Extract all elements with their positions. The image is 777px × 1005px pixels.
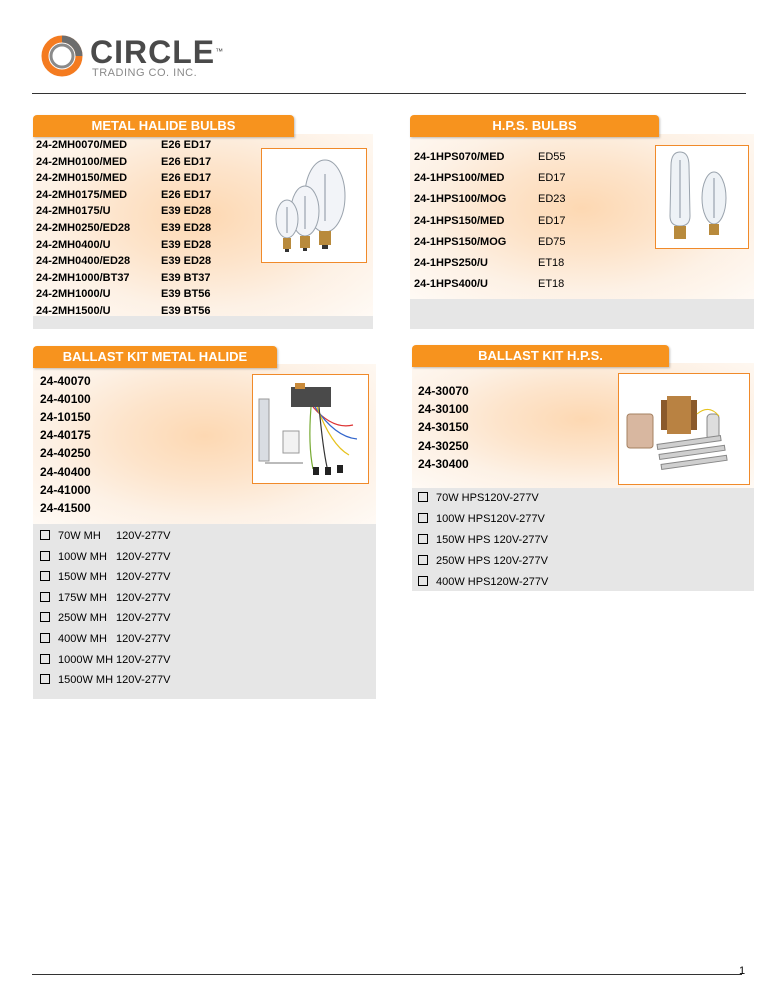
checkbox-icon — [418, 576, 428, 586]
hps-row — [414, 215, 594, 229]
bulb-base: ED23 — [538, 193, 566, 206]
bulb-base: ET18 — [538, 278, 565, 291]
bulb-code: 24-2MH0400/ED28 — [36, 255, 131, 268]
checkbox-icon — [418, 534, 428, 544]
ballast-hps-code: 24-30400 — [418, 456, 469, 471]
bulb-base: E26 ED17 — [161, 188, 212, 201]
circle-logo-icon — [40, 34, 84, 78]
spec-voltage: 120V-277V — [116, 530, 171, 542]
spec-wattage: 1000W MH — [58, 653, 114, 666]
spec-voltage: 120V-277V — [116, 653, 171, 666]
spec-voltage: 120V-277V — [116, 591, 171, 604]
ballast-mh-code: 24-10150 — [40, 410, 91, 425]
bulb-base: ED17 — [538, 172, 566, 185]
spec-voltage: 120V-277V — [116, 612, 171, 625]
checkbox-icon — [418, 513, 428, 523]
logo-subtitle: TRADING CO. INC. — [92, 67, 198, 79]
checkbox-icon — [40, 571, 50, 581]
checkbox-icon — [40, 612, 50, 622]
metal-halide-title: METAL HALIDE BULBS — [33, 115, 294, 137]
ballast-mh-code: 24-40175 — [40, 428, 91, 443]
bulb-base: E26 ED17 — [161, 155, 212, 168]
hps-bulbs-image — [655, 145, 749, 249]
bulb-code: 24-1HPS070/MED — [414, 151, 505, 163]
bulb-base: ET18 — [538, 257, 565, 269]
hps-row — [414, 278, 594, 292]
bulb-base: ED55 — [538, 151, 566, 163]
bulb-base: E39 BT56 — [161, 288, 211, 301]
ballast-icon — [253, 375, 368, 483]
bulb-code: 24-2MH1500/U — [36, 305, 111, 317]
metal-halide-row — [36, 288, 256, 302]
bulb-icon — [656, 146, 748, 248]
bulb-base: E26 ED17 — [161, 139, 212, 151]
header-rule — [32, 93, 746, 94]
bulb-code: 24-1HPS150/MOG — [414, 235, 507, 248]
metal-halide-row — [36, 139, 256, 153]
spec-text: 100W HPS120V-277V — [436, 513, 545, 525]
metal-halide-row — [36, 172, 256, 186]
bulb-code: 24-2MH0100/MED — [36, 155, 128, 168]
ballast-mh-spec — [40, 571, 240, 583]
ballast-hps-kit-image — [618, 373, 750, 485]
page-number: 1 — [739, 965, 746, 977]
spec-wattage: 100W MH — [58, 550, 107, 563]
bulb-base: E39 BT56 — [161, 305, 211, 317]
ballast-mh-code: 24-40250 — [40, 446, 91, 461]
hps-row — [414, 172, 594, 186]
spec-voltage: 120V-277V — [116, 571, 171, 584]
ballast-mh-code: 24-41000 — [40, 482, 91, 497]
hps-row — [414, 236, 594, 250]
hps-row — [414, 193, 594, 207]
checkbox-icon — [418, 555, 428, 565]
metal-halide-row — [36, 222, 256, 236]
ballast-icon — [619, 374, 749, 484]
metal-halide-row — [36, 272, 256, 286]
ballast-mh-spec — [40, 612, 240, 624]
ballast-mh-code: 24-41500 — [40, 500, 91, 515]
spec-text: 400W HPS120W-277V — [436, 576, 549, 588]
bulb-code: 24-2MH1000/BT37 — [36, 271, 130, 284]
ballast-hps-spec — [418, 555, 548, 567]
hps-row — [414, 257, 594, 271]
hps-title: H.P.S. BULBS — [410, 115, 659, 137]
company-logo — [40, 34, 240, 82]
ballast-mh-spec — [40, 674, 240, 686]
bulb-icon — [262, 149, 366, 262]
bulb-code: 24-2MH0070/MED — [36, 139, 128, 151]
spec-voltage: 120V-277V — [116, 674, 171, 687]
hps-row — [414, 151, 594, 165]
ballast-mh-code: 24-40100 — [40, 392, 91, 407]
bulb-base: E39 ED28 — [161, 205, 212, 218]
ballast-mh-spec — [40, 592, 240, 604]
spec-wattage: 400W MH — [58, 633, 107, 645]
checkbox-icon — [40, 551, 50, 561]
ballast-hps-spec — [418, 513, 545, 525]
checkbox-icon — [40, 674, 50, 684]
ballast-mh-code: 24-40400 — [40, 464, 91, 479]
spec-wattage: 250W MH — [58, 612, 107, 625]
bulb-code: 24-2MH0400/U — [36, 238, 111, 251]
ballast-mh-spec — [40, 551, 240, 563]
ballast-hps-spec — [418, 534, 548, 546]
spec-voltage: 120V-277V — [116, 633, 171, 645]
spec-wattage: 1500W MH — [58, 674, 114, 687]
bulb-code: 24-2MH0250/ED28 — [36, 222, 131, 234]
metal-halide-row — [36, 239, 256, 253]
bulb-base: E39 ED28 — [161, 238, 212, 251]
checkbox-icon — [418, 492, 428, 502]
bulb-code: 24-2MH0175/MED — [36, 188, 128, 201]
bulb-code: 24-1HPS250/U — [414, 257, 488, 269]
checkbox-icon — [40, 592, 50, 602]
spec-wattage: 175W MH — [58, 591, 107, 604]
ballast-mh-kit-image — [252, 374, 369, 484]
spec-text: 70W HPS120V-277V — [436, 492, 539, 504]
metal-halide-bulbs-image — [261, 148, 367, 263]
checkbox-icon — [40, 530, 50, 540]
logo-name: CIRCLE™ — [90, 34, 225, 70]
bulb-base: E39 BT37 — [161, 271, 211, 284]
ballast-hps-spec — [418, 492, 539, 504]
bulb-code: 24-1HPS100/MOG — [414, 193, 507, 206]
bulb-base: E26 ED17 — [161, 172, 212, 185]
metal-halide-row — [36, 205, 256, 219]
metal-halide-row — [36, 189, 256, 203]
bulb-base: ED17 — [538, 214, 566, 227]
metal-halide-row — [36, 255, 256, 269]
bulb-base: ED75 — [538, 235, 566, 248]
bulb-code: 24-2MH1000/U — [36, 288, 111, 301]
ballast-hps-title: BALLAST KIT H.P.S. — [412, 345, 669, 367]
bulb-code: 24-2MH0175/U — [36, 205, 111, 218]
ballast-hps-code: 24-30070 — [418, 384, 469, 398]
bulb-code: 24-1HPS100/MED — [414, 172, 505, 185]
bulb-base: E39 ED28 — [161, 222, 212, 234]
checkbox-icon — [40, 654, 50, 664]
footer-rule — [32, 974, 742, 975]
ballast-mh-spec — [40, 530, 240, 542]
spec-wattage: 70W MH — [58, 530, 101, 542]
ballast-hps-code: 24-30250 — [418, 438, 469, 453]
ballast-mh-spec — [40, 654, 240, 666]
ballast-mh-title: BALLAST KIT METAL HALIDE — [33, 346, 277, 368]
ballast-hps-spec — [418, 576, 548, 588]
checkbox-icon — [40, 633, 50, 643]
ballast-hps-code: 24-30150 — [418, 420, 469, 435]
metal-halide-row — [36, 305, 256, 319]
spec-text: 150W HPS 120V-277V — [436, 534, 548, 546]
bulb-code: 24-1HPS400/U — [414, 278, 488, 291]
spec-wattage: 150W MH — [58, 571, 107, 584]
bulb-base: E39 ED28 — [161, 255, 212, 268]
ballast-mh-code: 24-40070 — [40, 374, 91, 388]
bulb-code: 24-1HPS150/MED — [414, 214, 505, 227]
spec-voltage: 120V-277V — [116, 550, 171, 563]
metal-halide-row — [36, 156, 256, 170]
ballast-hps-code: 24-30100 — [418, 402, 469, 417]
spec-text: 250W HPS 120V-277V — [436, 555, 548, 567]
ballast-mh-spec — [40, 633, 240, 645]
bulb-code: 24-2MH0150/MED — [36, 172, 128, 185]
